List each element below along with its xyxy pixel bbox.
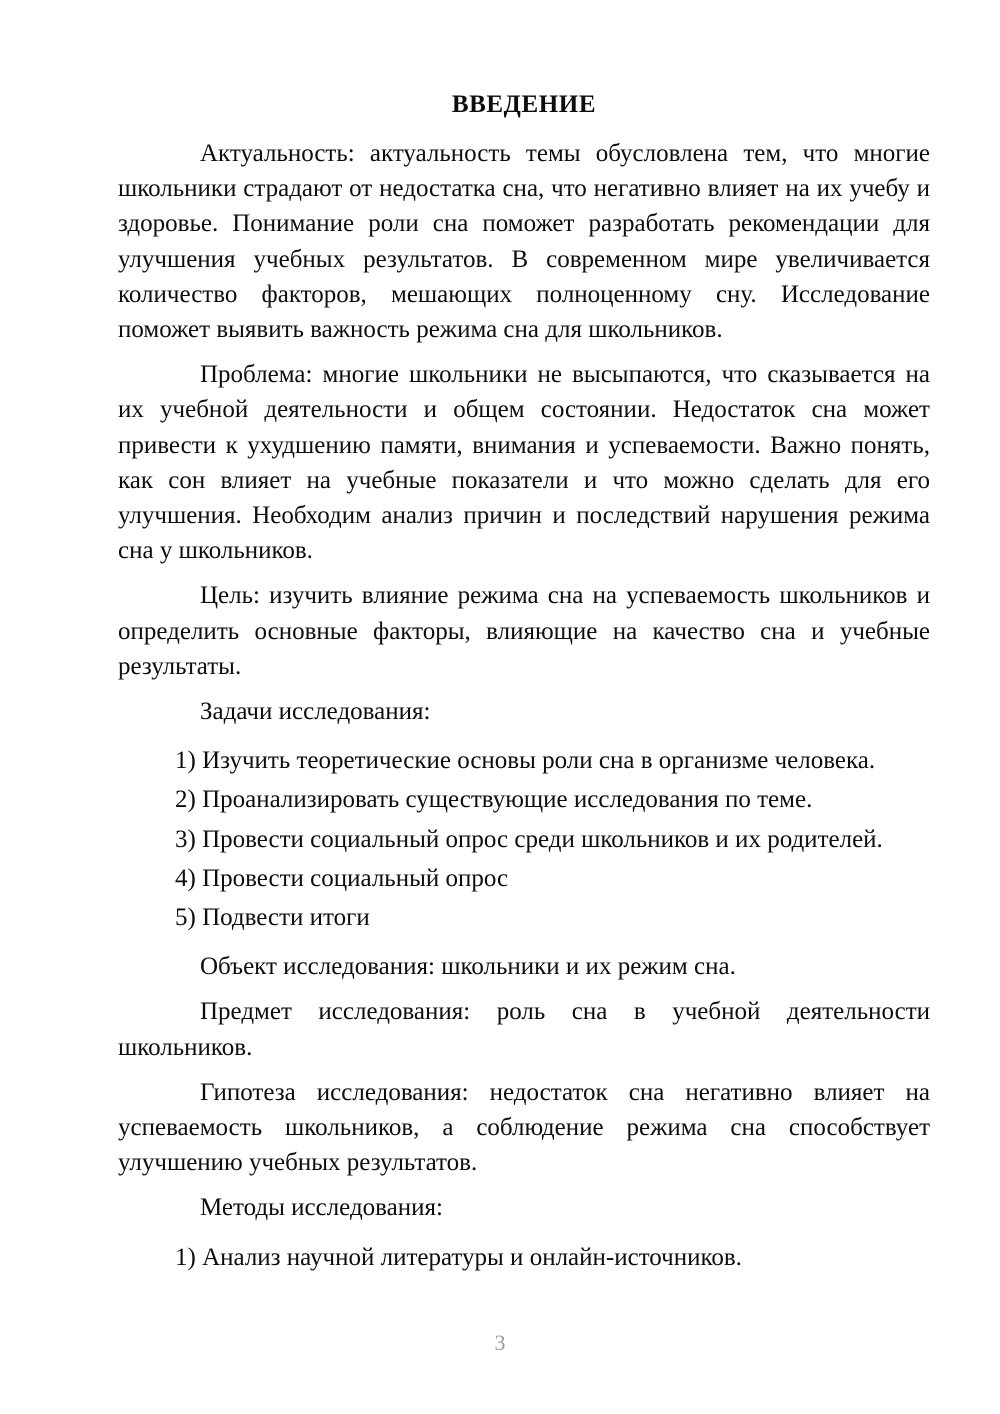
tasks-list — [118, 743, 930, 935]
list-item: 1) Анализ научной литературы и онлайн-источников. — [175, 1243, 742, 1271]
heading-tasks: Задачи исследования: — [200, 698, 431, 726]
paragraph-relevance: Актуальность: актуальность темы обусловлена тем, что многие школьники страдают от недостатка сна, что негативно влияет на их учебу и здоровье. Понимание роли сна поможет разработать рекомендации для улучшения учебных результатов. В современном мире увеличивается количество факторов, мешающих полноценному сну. Исследование поможет выявить важность режима сна для школьников. — [118, 140, 930, 344]
list-item: 1) Изучить теоретические основы роли сна в организме человека. — [175, 747, 876, 775]
list-item: 2) Проанализировать существующие исследования по теме. — [175, 786, 813, 814]
heading-methods: Методы исследования: — [200, 1194, 443, 1222]
paragraph-problem: Проблема: многие школьники не высыпаются, что сказывается на их учебной деятельности и общем состоянии. Недостаток сна может привести к ухудшению памяти, внимания и успеваемости. Важно понять, как сон влияет на учебные показатели и что можно сделать для его улучшения. Необходим анализ причин и последствий нарушения режима сна у школьников. — [118, 361, 930, 565]
methods-list — [118, 1240, 930, 1275]
page-title: ВВЕДЕНИЕ — [451, 91, 597, 118]
list-item: 3) Провести социальный опрос среди школьников и их родителей. — [175, 825, 883, 853]
list-spacer — [118, 733, 930, 743]
paragraph-goal: Цель: изучить влияние режима сна на успеваемость школьников и определить основные факторы, влияющие на качество сна и учебные результаты. — [118, 582, 930, 680]
list-item: 4) Провести социальный опрос — [175, 864, 509, 892]
page-number: 3 — [494, 1330, 506, 1355]
paragraph-object: Объект исследования: школьники и их режим сна. — [200, 953, 736, 981]
list-item: 5) Подвести итоги — [175, 904, 370, 932]
paragraph-hypothesis: Гипотеза исследования: недостаток сна негативно влияет на успеваемость школьников, а соблюдение режима сна способствует улучшению учебных результатов. — [118, 1078, 930, 1177]
list-spacer — [118, 1230, 930, 1240]
page-content — [118, 88, 930, 1279]
list-spacer — [118, 939, 930, 949]
paragraph-subject: Предмет исследования: роль сна в учебной деятельности школьников. — [118, 998, 930, 1061]
